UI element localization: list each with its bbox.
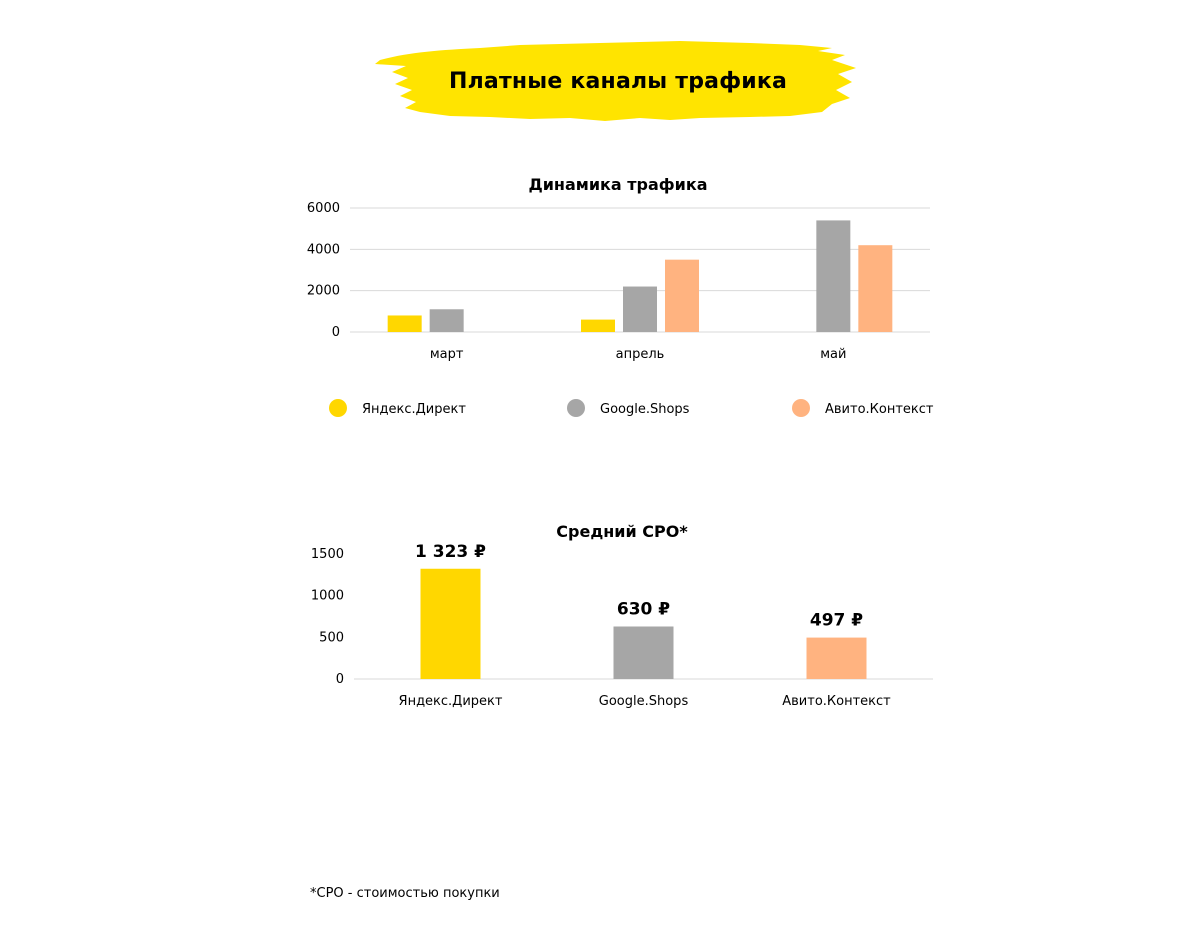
bar-1 bbox=[421, 569, 481, 679]
x-tick-label: март bbox=[429, 347, 464, 362]
y-tick-label: 0 bbox=[331, 325, 340, 340]
header-banner bbox=[370, 38, 860, 124]
average-cpo-chart bbox=[296, 510, 946, 720]
legend-marker bbox=[567, 399, 585, 417]
legend-marker bbox=[329, 399, 347, 417]
bar-1-1 bbox=[388, 315, 422, 332]
y-tick-label: 500 bbox=[319, 630, 344, 646]
y-tick-label: 6000 bbox=[306, 201, 340, 216]
bar-3-2 bbox=[665, 260, 699, 332]
chart-title: Средний CPO* bbox=[556, 522, 688, 541]
chart-title: Динамика трафика bbox=[528, 175, 708, 194]
bar-2-2 bbox=[623, 287, 657, 332]
bar-2 bbox=[614, 627, 674, 680]
bar-3 bbox=[807, 638, 867, 679]
x-tick-label: апрель bbox=[615, 347, 665, 362]
x-tick-label: Google.Shops bbox=[598, 694, 689, 709]
y-tick-label: 1500 bbox=[310, 547, 344, 562]
page-title: Платные каналы трафика bbox=[448, 68, 788, 94]
legend-label: Google.Shops bbox=[600, 402, 690, 417]
y-tick-label: 1000 bbox=[310, 588, 344, 604]
traffic-dynamics-chart bbox=[296, 165, 946, 445]
y-tick-label: 0 bbox=[335, 672, 344, 687]
data-label: 497 ₽ bbox=[809, 610, 864, 631]
bar-2-3 bbox=[816, 220, 850, 332]
legend-marker bbox=[792, 399, 810, 417]
data-label: 1 323 ₽ bbox=[415, 541, 486, 562]
footnote: *CPO - стоимостью покупки bbox=[310, 886, 500, 901]
x-tick-label: Авито.Контекст bbox=[782, 694, 891, 709]
y-tick-label: 2000 bbox=[306, 283, 340, 299]
bar-3-3 bbox=[858, 245, 892, 332]
x-tick-label: май bbox=[820, 347, 847, 362]
legend-label: Авито.Контекст bbox=[825, 402, 934, 417]
legend-label: Яндекс.Директ bbox=[362, 402, 466, 417]
bar-2-1 bbox=[430, 309, 464, 332]
x-tick-label: Яндекс.Директ bbox=[398, 694, 503, 709]
data-label: 630 ₽ bbox=[616, 599, 671, 620]
y-tick-label: 4000 bbox=[306, 242, 340, 258]
bar-1-2 bbox=[581, 320, 615, 332]
